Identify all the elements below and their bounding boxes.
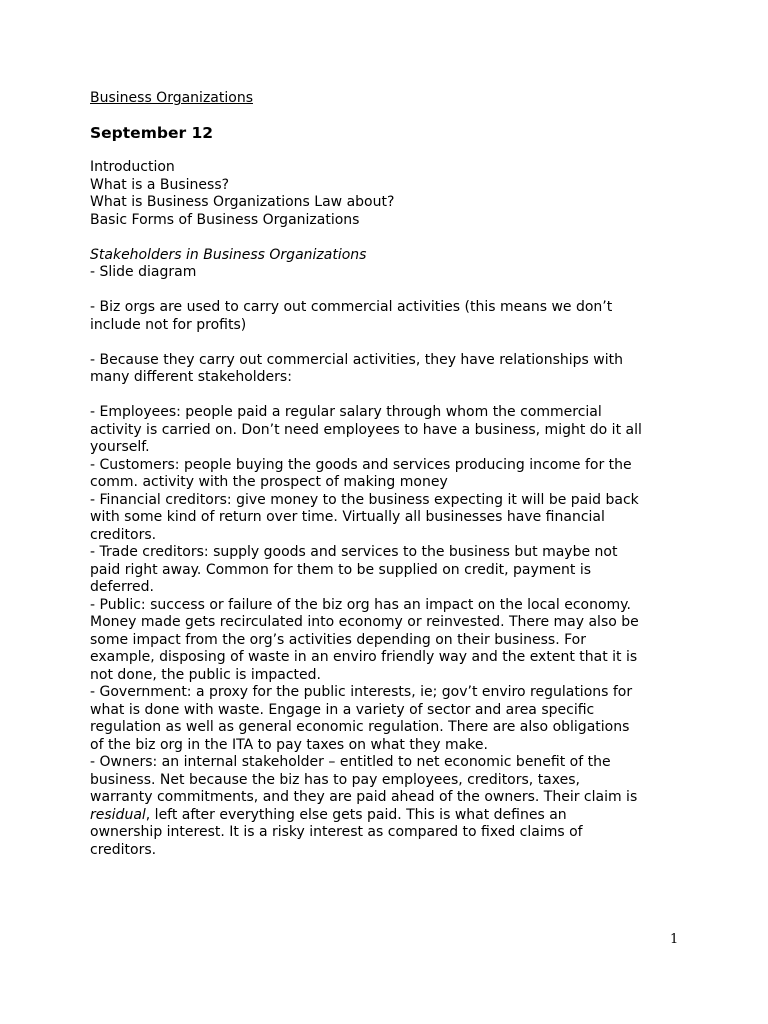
document-title: Business Organizations (90, 90, 253, 106)
document-page (90, 90, 690, 859)
stakeholder-line: yourself. (90, 439, 150, 455)
stakeholder-line: Money made gets recirculated into economy or reinvested. There may also be (90, 614, 639, 630)
stakeholder-line: warranty commitments, and they are paid ahead of the owners. Their claim is (90, 789, 638, 805)
intro-line: What is Business Organizations Law about? (90, 194, 395, 210)
stakeholder-line: example, disposing of waste in an enviro friendly way and the extent that it is (90, 649, 638, 665)
stakeholder-line: - Customers: people buying the goods and services producing income for the (90, 456, 632, 473)
stakeholder-line: not done, the public is impacted. (90, 666, 321, 683)
stakeholder-line: comm. activity with the prospect of making money (90, 474, 448, 490)
paragraph-relationships (90, 352, 690, 387)
stakeholder-line: - Owners: an internal stakeholder – entitled to net economic benefit of the (90, 754, 611, 770)
section-heading: Stakeholders in Business Organizations (90, 246, 367, 263)
stakeholder-line: - Trade creditors: supply goods and services to the business but maybe not (90, 544, 618, 560)
paragraph-line: include not for profits) (90, 316, 247, 333)
slide-note: - Slide diagram (90, 264, 197, 280)
paragraph-line: many different stakeholders: (90, 369, 292, 385)
stakeholder-line: - Financial creditors: give money to the business expecting it will be paid back (90, 491, 639, 508)
intro-line: Introduction (90, 159, 175, 175)
intro-list (90, 159, 690, 229)
stakeholder-line: with some kind of return over time. Virtually all businesses have financial (90, 509, 605, 525)
stakeholder-line: - Employees: people paid a regular salary through whom the commercial (90, 404, 602, 420)
spacer (90, 282, 690, 300)
paragraph-line: - Because they carry out commercial activities, they have relationships with (90, 351, 623, 368)
residual-rest: , left after everything else gets paid. This is what defines an (145, 806, 567, 823)
stakeholder-line: - Public: success or failure of the biz org has an impact on the local economy. (90, 596, 631, 613)
page-number: 1 (670, 932, 679, 947)
stakeholder-line: of the biz org in the ITA to pay taxes on what they make. (90, 736, 488, 753)
intro-line: Basic Forms of Business Organizations (90, 211, 360, 228)
intro-line: What is a Business? (90, 176, 230, 193)
stakeholder-line: deferred. (90, 579, 154, 595)
stakeholder-line: creditors. (90, 526, 157, 543)
paragraph-line: - Biz orgs are used to carry out commercial activities (this means we don’t (90, 299, 613, 315)
lecture-date: September 12 (90, 123, 214, 142)
spacer (90, 229, 690, 247)
spacer (90, 387, 690, 405)
spacer (90, 334, 690, 352)
paragraph-commercial (90, 299, 690, 334)
stakeholder-line: activity is carried on. Don’t need employees to have a business, might do it all (90, 421, 642, 438)
stakeholder-line: - Government: a proxy for the public interests, ie; gov’t enviro regulations for (90, 684, 633, 700)
stakeholder-line: ownership interest. It is a risky interest as compared to fixed claims of (90, 824, 583, 840)
stakeholder-line: regulation as well as general economic regulation. There are also obligations (90, 719, 630, 735)
stakeholder-list (90, 404, 690, 859)
stakeholder-line: creditors. (90, 841, 157, 858)
residual-word: residual (90, 806, 146, 823)
stakeholder-line: business. Net because the biz has to pay employees, creditors, taxes, (90, 771, 580, 788)
stakeholder-line: what is done with waste. Engage in a variety of sector and area specific (90, 701, 595, 718)
residual-line (90, 807, 690, 825)
stakeholder-line: some impact from the org’s activities depending on their business. For (90, 631, 586, 648)
stakeholder-line: paid right away. Common for them to be supplied on credit, payment is (90, 561, 592, 578)
